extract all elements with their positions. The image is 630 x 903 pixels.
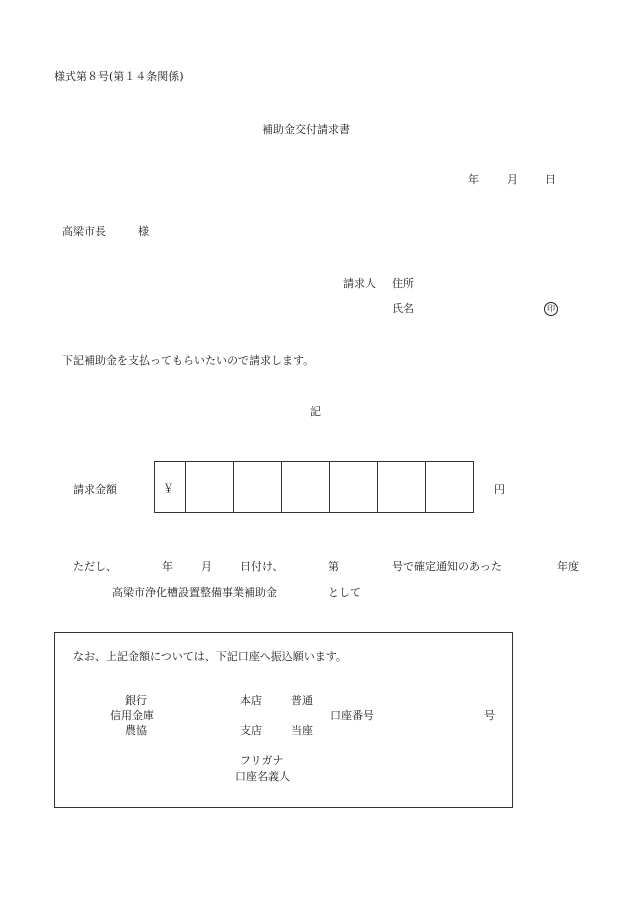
amount-digit-cell[interactable] [329,462,377,512]
addressee-name: 高梁市長 [62,225,106,238]
request-text: 下記補助金を支払ってもらいたいので請求します。 [62,354,315,367]
branch-type-branch: 支店 [240,724,262,737]
claimant-name-label: 氏名 [392,302,414,315]
institution-type-credit-union: 信用金庫 [110,709,154,722]
proviso-prefix: ただし、 [73,560,117,573]
form-number: 様式第８号(第１４条関係) [54,70,184,83]
claimant-address-label: 住所 [392,277,414,290]
transfer-note: なお、上記金額については、下記口座へ振込願います。 [73,650,347,663]
amount-digit-cell[interactable] [425,462,473,512]
account-number-label: 口座番号 [330,709,374,722]
proviso-day-attached: 日付け、 [240,560,284,573]
ki-heading: 記 [310,405,321,418]
yen-symbol: ￥ [163,482,174,495]
amount-label: 請求金額 [73,483,117,496]
institution-type-bank: 銀行 [125,694,147,707]
branch-type-head: 本店 [240,694,262,707]
amount-unit: 円 [494,483,505,496]
account-type-ordinary: 普通 [291,694,313,707]
amount-digit-cell[interactable] [185,462,233,512]
seal-mark: 印 [544,302,558,316]
proviso-dai: 第 [328,560,339,573]
proviso-month: 月 [201,560,212,573]
proviso-as: として [328,586,361,599]
claimant-label: 請求人 [343,277,376,290]
currency-cell [155,462,185,512]
amount-digit-cell[interactable] [233,462,281,512]
furigana-label: フリガナ [240,754,284,767]
amount-digit-cell[interactable] [281,462,329,512]
date-month-label: 月 [507,173,518,186]
account-holder-label: 口座名義人 [235,770,290,783]
amount-digit-cell[interactable] [377,462,425,512]
date-year-label: 年 [468,173,479,186]
document-title: 補助金交付請求書 [262,123,350,136]
account-number-suffix: 号 [484,709,495,722]
addressee-honorific: 様 [138,225,149,238]
amount-box[interactable] [154,461,474,513]
proviso-year: 年 [162,560,173,573]
proviso-fiscal-year: 年度 [557,560,579,573]
institution-type-ja: 農協 [125,724,147,737]
proviso-number-text: 号で確定通知のあった [392,560,502,573]
date-day-label: 日 [545,173,556,186]
program-name: 高梁市浄化槽設置整備事業補助金 [112,586,277,599]
account-type-current: 当座 [291,724,313,737]
